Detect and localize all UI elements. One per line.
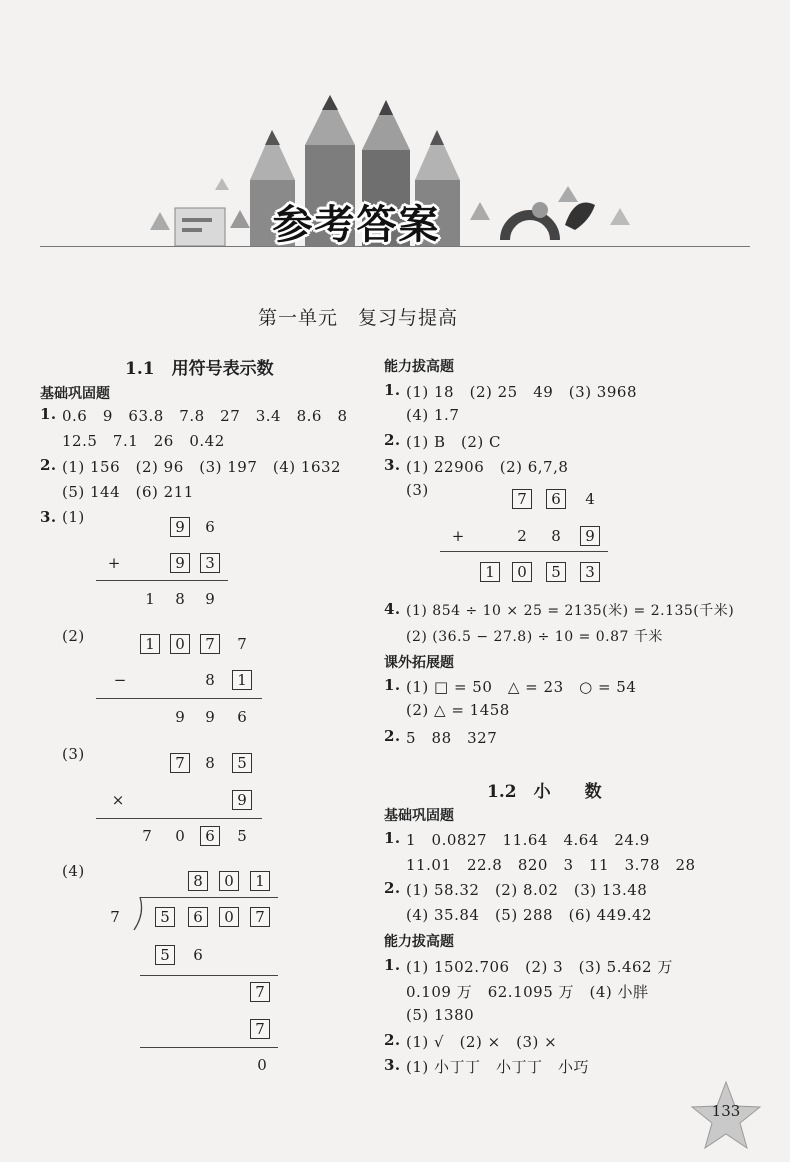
digit: 1: [145, 590, 155, 608]
c2-label: 2.: [384, 1031, 401, 1049]
sum-rule: [440, 551, 608, 552]
a3-sub-label: (3): [406, 481, 429, 499]
p2-label: (2): [62, 627, 85, 645]
digit-box: 3: [580, 562, 600, 582]
p4-label: (4): [62, 862, 85, 880]
digit-box: 1: [140, 634, 160, 654]
operator: +: [451, 527, 465, 545]
c2-line1: (1) √ (2) × (3) ×: [406, 1033, 558, 1051]
division-rule: [140, 975, 278, 976]
digit: 6: [193, 946, 203, 964]
a1-line2: (4) 1.7: [406, 406, 460, 424]
digit-box: 5: [155, 945, 175, 965]
digit-box: 7: [250, 982, 270, 1002]
page-number: 133: [711, 1102, 741, 1120]
q3-label: 3.: [40, 508, 57, 526]
a2-label: 2.: [384, 431, 401, 449]
q1-label: 1.: [40, 405, 57, 423]
digit: 5: [237, 827, 247, 845]
digit-box: 7: [170, 753, 190, 773]
digit-box: 0: [219, 871, 239, 891]
c1-line3: (5) 1380: [406, 1006, 475, 1024]
sum-rule: [96, 580, 228, 581]
q1-line2: 12.5 7.1 26 0.42: [62, 432, 225, 450]
digit: 6: [237, 708, 247, 726]
digit-box: 3: [200, 553, 220, 573]
digit: 9: [205, 708, 215, 726]
b2-line1: (1) 58.32 (2) 8.02 (3) 13.48: [406, 881, 648, 899]
digit-box: 8: [188, 871, 208, 891]
digit: 6: [205, 518, 215, 536]
product-rule: [96, 818, 262, 819]
digit: 8: [205, 671, 215, 689]
e1-line2: (2) △ = 1458: [406, 701, 510, 719]
divisor: 7: [110, 908, 120, 926]
b2-label: 2.: [384, 879, 401, 897]
digit-box: 0: [512, 562, 532, 582]
advanced-label-2: 能力拔高题: [384, 934, 454, 950]
digit-box: 7: [250, 907, 270, 927]
unit-title: 第一单元 复习与提高: [258, 307, 459, 329]
digit: 8: [205, 754, 215, 772]
a1-label: 1.: [384, 381, 401, 399]
digit: 9: [175, 708, 185, 726]
basic-label-2: 基础巩固题: [384, 808, 454, 824]
e1-label: 1.: [384, 676, 401, 694]
difference-rule: [96, 698, 262, 699]
q2-line1: (1) 156 (2) 96 (3) 197 (4) 1632: [62, 458, 342, 476]
division-rule: [140, 1047, 278, 1048]
e1-line1: (1) □ = 50 △ = 23 ○ = 54: [406, 678, 637, 696]
c1-line2: 0.109 万 62.1095 万 (4) 小胖: [406, 983, 649, 1001]
digit: 7: [142, 827, 152, 845]
c3-line1: (1) 小丁丁 小丁丁 小巧: [406, 1058, 590, 1076]
digit-box: 9: [232, 790, 252, 810]
division-bar: [140, 897, 278, 898]
digit-box: 1: [232, 670, 252, 690]
digit-box: 0: [170, 634, 190, 654]
b2-line2: (4) 35.84 (5) 288 (6) 449.42: [406, 906, 653, 924]
digit-box: 9: [580, 526, 600, 546]
operator: +: [107, 554, 121, 572]
digit-box: 6: [200, 826, 220, 846]
e2-line1: 5 88 327: [406, 729, 498, 747]
digit-box: 5: [546, 562, 566, 582]
digit-box: 6: [546, 489, 566, 509]
operator: ×: [111, 791, 125, 809]
digit: 9: [205, 590, 215, 608]
page-title: 参考答案: [272, 202, 441, 248]
a1-line1: (1) 18 (2) 25 49 (3) 3968: [406, 383, 637, 401]
digit-box: 7: [512, 489, 532, 509]
digit-box: 5: [155, 907, 175, 927]
digit-box: 9: [170, 553, 190, 573]
a2-line1: (1) B (2) C: [406, 433, 502, 451]
b1-label: 1.: [384, 829, 401, 847]
digit: 0: [175, 827, 185, 845]
digit-box: 5: [232, 753, 252, 773]
remainder: 0: [257, 1056, 267, 1074]
digit: 8: [551, 527, 561, 545]
e2-label: 2.: [384, 727, 401, 745]
digit: 4: [585, 490, 595, 508]
q2-line2: (5) 144 (6) 211: [62, 483, 194, 501]
digit-box: 1: [480, 562, 500, 582]
q1-line1: 0.6 9 63.8 7.8 27 3.4 8.6 8: [62, 407, 348, 425]
a4-line1: (1) 854 ÷ 10 × 25 = 2135(米) = 2.135(千米): [406, 603, 735, 619]
b1-line2: 11.01 22.8 820 3 11 3.78 28: [406, 856, 696, 874]
a4-label: 4.: [384, 600, 401, 618]
p1-label: (1): [62, 508, 85, 526]
a3-label: 3.: [384, 456, 401, 474]
a3-line1: (1) 22906 (2) 6,7,8: [406, 458, 569, 476]
digit-box: 7: [200, 634, 220, 654]
b1-line1: 1 0.0827 11.64 4.64 24.9: [406, 831, 650, 849]
section-title-1-1: 1.1 用符号表示数: [125, 359, 274, 379]
extension-label: 课外拓展题: [384, 655, 454, 671]
digit: 2: [517, 527, 527, 545]
section-title-1-2: 1.2 小 数: [487, 782, 602, 802]
basic-label: 基础巩固题: [40, 386, 110, 402]
digit: 8: [175, 590, 185, 608]
c3-label: 3.: [384, 1056, 401, 1074]
division-bracket: [132, 896, 144, 932]
operator: −: [113, 671, 127, 689]
digit-box: 9: [170, 517, 190, 537]
digit-box: 7: [250, 1019, 270, 1039]
digit-box: 6: [188, 907, 208, 927]
advanced-label: 能力拔高题: [384, 359, 454, 375]
a4-line2: (2) (36.5 − 27.8) ÷ 10 = 0.87 千米: [406, 629, 663, 645]
c1-line1: (1) 1502.706 (2) 3 (3) 5.462 万: [406, 958, 673, 976]
digit: 7: [237, 635, 247, 653]
digit-box: 1: [250, 871, 270, 891]
q2-label: 2.: [40, 456, 57, 474]
p3-label: (3): [62, 745, 85, 763]
c1-label: 1.: [384, 956, 401, 974]
digit-box: 0: [219, 907, 239, 927]
